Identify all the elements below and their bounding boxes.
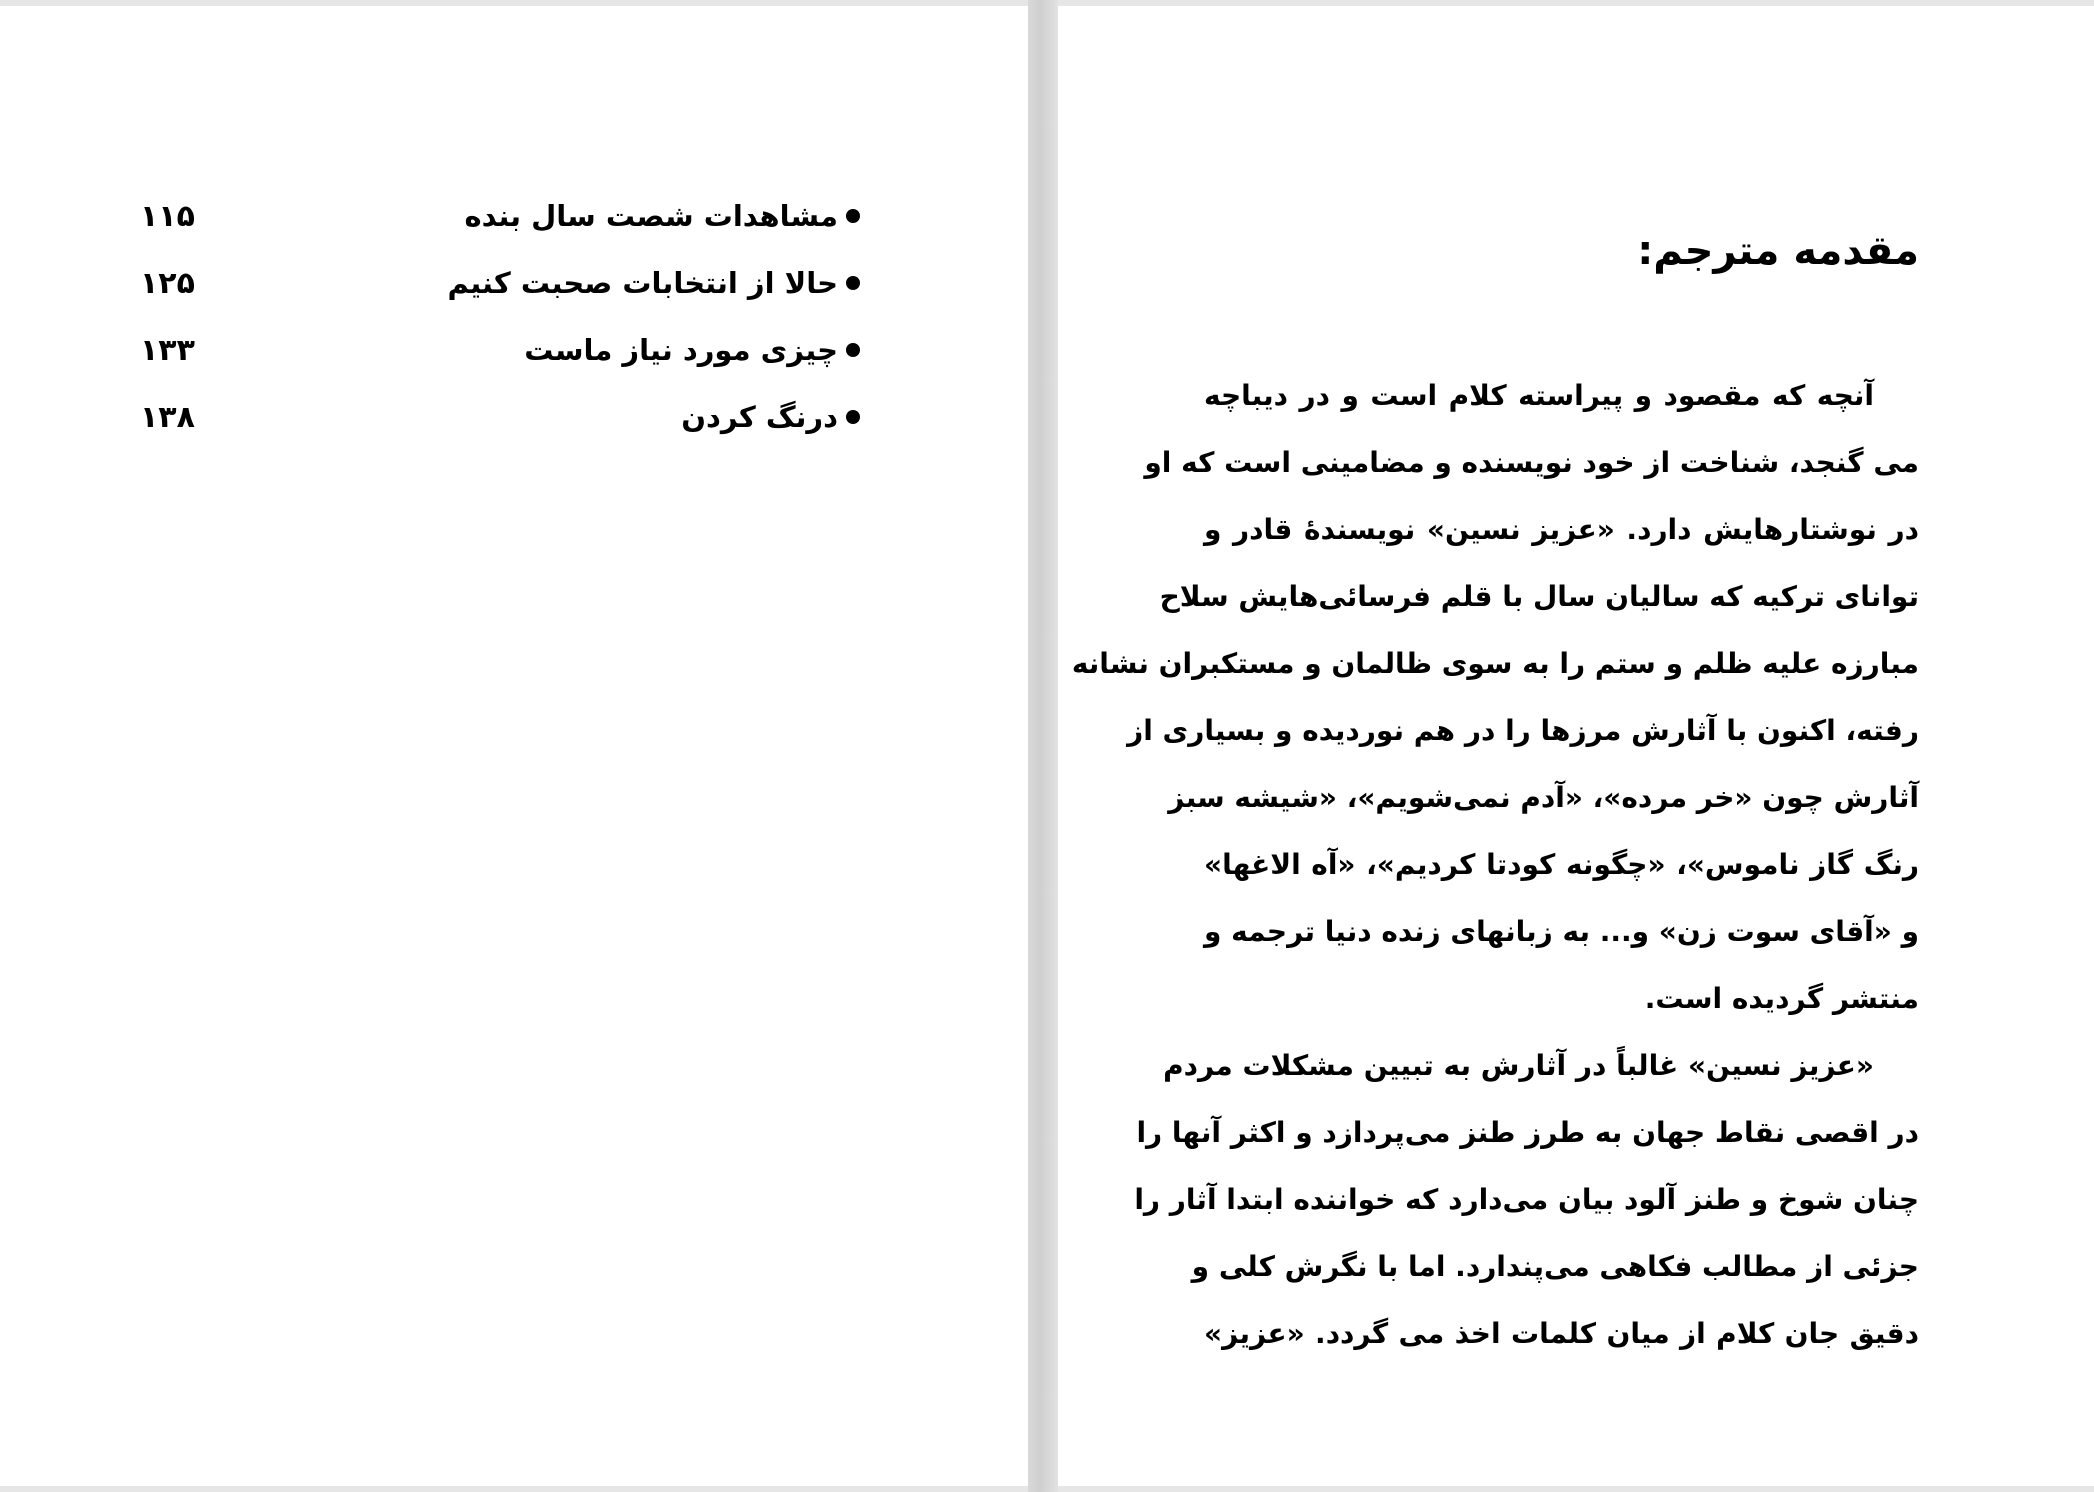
page-gutter (1028, 0, 1058, 1492)
text-line: جزئی از مطالب فکاهی می‌پندارد. اما با نگرش کلی و (1191, 1250, 1919, 1283)
toc-item-title: حالا از انتخابات صحبت کنیم (447, 266, 838, 300)
text-line: رفته، اکنون با آثارش مرزها را در هم نوردیده و بسیاری از (1127, 714, 1919, 747)
toc-item-page: ۱۱۵ (140, 198, 195, 234)
toc-item-page: ۱۲۵ (140, 265, 195, 301)
text-line: «عزیز نسین» غالباً در آثارش به تبیین مشکلات مردم (1163, 1049, 1874, 1082)
text-line: آثارش چون «خر مرده»، «آدم نمی‌شویم»، «شیشه سبز (1168, 781, 1919, 814)
text-line: آنچه که مقصود و پیراسته کلام است و در دیباچه (1204, 379, 1874, 412)
toc-item (140, 389, 860, 445)
text-line: در نوشتارهایش دارد. «عزیز نسین» نویسندهٔ قادر و (1204, 513, 1919, 546)
text-line: منتشر گردیده است. (1644, 982, 1919, 1015)
text-line: مبارزه علیه ظلم و ستم را به سوی ظالمان و مستکبران نشانه (1071, 647, 1919, 680)
text-line: می گنجد، شناخت از خود نویسنده و مضامینی است که او (1144, 446, 1919, 479)
toc-item-page: ۱۳۳ (140, 332, 195, 368)
preface-title: مقدمه مترجم: (1637, 228, 1919, 274)
bullet-icon (846, 410, 860, 424)
preface-paragraph-1 (1071, 362, 1919, 1032)
toc-item (140, 255, 860, 311)
left-page (0, 6, 1028, 1486)
bullet-icon (846, 276, 860, 290)
text-line: توانای ترکیه که سالیان سال با قلم فرسائی‌هایش سلاح (1159, 580, 1919, 613)
text-line: دقیق جان کلام از میان کلمات اخذ می گردد. «عزیز» (1204, 1317, 1919, 1350)
toc-item (140, 322, 860, 378)
text-line: چنان شوخ و طنز آلود بیان می‌دارد که خواننده ابتدا آثار را (1134, 1183, 1919, 1216)
bullet-icon (846, 209, 860, 223)
text-line: و «آقای سوت زن» و... به زبانهای زنده دنیا ترجمه و (1204, 915, 1919, 948)
right-page (1058, 6, 2094, 1486)
text-line: در اقصی نقاط جهان به طرز طنز می‌پردازد و اکثر آنها را (1136, 1116, 1919, 1149)
toc-item-title: چیزی مورد نیاز ماست (524, 333, 838, 367)
table-of-contents (0, 6, 1028, 1486)
toc-item-title: مشاهدات شصت سال بنده (464, 199, 838, 233)
toc-item-title: درنگ کردن (681, 400, 838, 434)
bullet-icon (846, 343, 860, 357)
toc-item (140, 188, 860, 244)
text-line: رنگ گاز ناموس»، «چگونه کودتا کردیم»، «آه الاغها» (1204, 848, 1919, 881)
preface-paragraph-2 (1134, 1032, 1919, 1367)
toc-item-page: ۱۳۸ (140, 399, 195, 435)
